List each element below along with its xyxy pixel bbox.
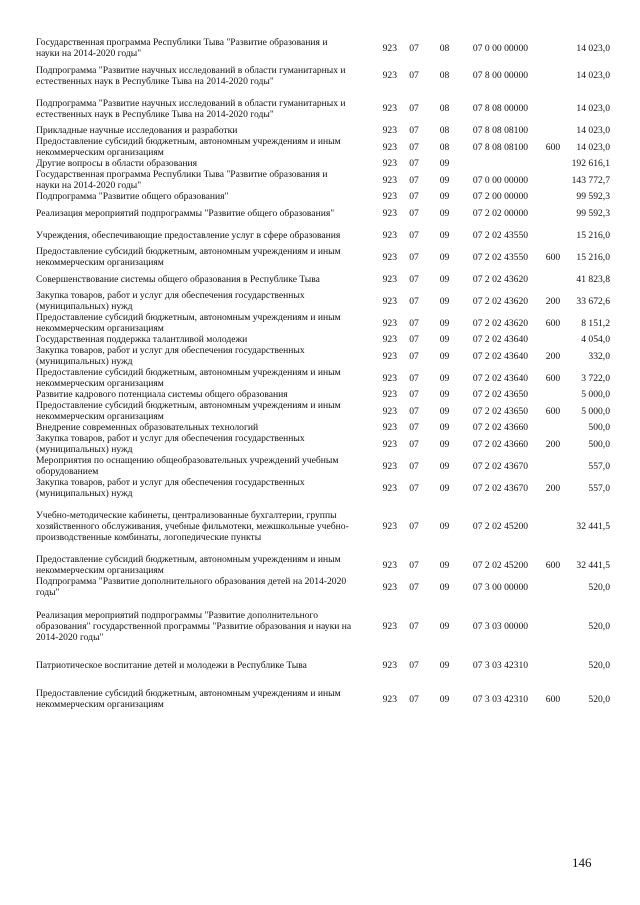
- row-cs-code: 07 2 02 43660: [472, 422, 529, 433]
- row-cs-code: 07 3 03 00000: [472, 621, 529, 632]
- row-vd-code: 923: [382, 141, 397, 153]
- row-vd-code: 923: [382, 317, 397, 329]
- row-vd-code: 923: [382, 334, 397, 345]
- row-vr-code: 600: [545, 559, 561, 571]
- table-row: [36, 246, 610, 268]
- table-row: [36, 654, 610, 676]
- row-rz-code: 07: [409, 42, 419, 54]
- row-sum: 15 216,0: [576, 251, 610, 263]
- row-name: Внедрение современных образовательных технологий: [36, 422, 259, 433]
- row-vr-code: [543, 455, 563, 477]
- row-name: Предоставление субсидий бюджетным, автономным учреждениям и иным некоммерческим организациям: [36, 367, 341, 389]
- row-cs-code: 07 3 03 42310: [472, 659, 529, 671]
- row-name: Мероприятия по оснащению общеобразовательных учреждений учебным оборудованием: [36, 455, 339, 477]
- row-vr-code: [543, 37, 563, 59]
- row-cs-code: 07 2 02 43650: [472, 389, 529, 400]
- row-name: Подпрограмма "Развитие дополнительного образования детей на 2014-2020 годы": [36, 576, 347, 598]
- row-sum: 32 441,5: [576, 521, 610, 532]
- row-name: Закупка товаров, работ и услуг для обеспечения государственных (муниципальных) нужд: [36, 477, 305, 499]
- row-vr-code: [543, 125, 563, 136]
- table-row: [36, 334, 610, 345]
- row-pr-code: 09: [439, 581, 450, 593]
- table-row: [36, 37, 610, 59]
- row-rz-code: 07: [409, 103, 419, 114]
- row-vr-code: 600: [545, 141, 561, 153]
- row-cs-code: 07 2 02 43550: [472, 251, 529, 263]
- table-row: [36, 136, 610, 158]
- row-pr-code: 09: [439, 191, 450, 202]
- row-sum: 557,0: [588, 482, 610, 494]
- table-row: [36, 554, 610, 576]
- row-sum: 14 023,0: [576, 125, 610, 136]
- row-cs-code: 07 2 02 43670: [472, 460, 529, 472]
- row-sum: 8 151,2: [581, 317, 610, 329]
- spacer-cell: [36, 643, 610, 654]
- row-vr-code: [543, 610, 563, 643]
- row-rz-code: 07: [409, 317, 419, 329]
- row-name: Подпрограмма "Развитие общего образования": [36, 191, 229, 202]
- row-rz-code: 07: [409, 372, 419, 384]
- row-name: Предоставление субсидий бюджетным, автономным учреждениям и иным некоммерческим организациям: [36, 400, 341, 422]
- row-name: Государственная программа Республики Тыва "Развитие образования и науки на 2014-2020 годы": [36, 169, 328, 191]
- row-cs-code: 07 2 02 00000: [472, 207, 529, 219]
- row-pr-code: 09: [439, 207, 450, 219]
- row-vd-code: 923: [382, 693, 397, 705]
- row-name: Предоставление субсидий бюджетным, автономным учреждениям и иным некоммерческим организациям: [36, 554, 341, 576]
- row-pr-code: 09: [439, 438, 450, 450]
- table-row: [36, 400, 610, 422]
- row-vr-code: [543, 169, 563, 191]
- row-vr-code: 200: [545, 295, 561, 307]
- row-cs-code: [458, 158, 543, 169]
- row-rz-code: 07: [409, 659, 419, 671]
- row-name: Предоставление субсидий бюджетным, автономным учреждениям и иным некоммерческим организациям: [36, 688, 341, 710]
- row-sum: 520,0: [588, 659, 610, 671]
- row-name: Предоставление субсидий бюджетным, автономным учреждениям и иным некоммерческим организациям: [36, 136, 341, 158]
- row-rz-code: 07: [409, 422, 419, 433]
- table-row: [36, 455, 610, 477]
- row-name: Патриотическое воспитание детей и молодежи в Республике Тыва: [36, 659, 307, 671]
- row-vr-code: 600: [545, 372, 561, 384]
- row-sum: 99 592,3: [576, 191, 610, 202]
- row-sum: 143 772,7: [571, 174, 610, 186]
- row-vd-code: 923: [382, 295, 397, 307]
- row-vd-code: 923: [382, 372, 397, 384]
- row-pr-code: 09: [439, 158, 450, 169]
- row-name: Реализация мероприятий подпрограммы "Развитие общего образования": [36, 207, 335, 219]
- row-name: Подпрограмма "Развитие научных исследований в области гуманитарных и естественных наук в Республике Тыва на 2014-2020 годы": [36, 64, 346, 87]
- row-pr-code: 09: [439, 372, 450, 384]
- row-vd-code: 923: [382, 229, 397, 241]
- row-cs-code: 07 2 02 45200: [472, 559, 529, 571]
- row-cs-code: 07 2 02 43640: [472, 372, 529, 384]
- row-vr-code: 200: [545, 438, 561, 450]
- row-vr-code: 600: [545, 317, 561, 329]
- row-cs-code: 07 8 08 00000: [472, 103, 529, 114]
- row-rz-code: 07: [409, 125, 419, 136]
- row-name: Закупка товаров, работ и услуг для обеспечения государственных (муниципальных) нужд: [36, 290, 305, 312]
- spacer-cell: [36, 676, 610, 688]
- row-vr-code: [543, 389, 563, 400]
- table-row: [36, 59, 610, 92]
- row-vr-code: 600: [545, 251, 561, 263]
- row-vd-code: 923: [382, 42, 397, 54]
- row-rz-code: 07: [409, 581, 419, 593]
- row-cs-code: 07 2 02 43650: [472, 405, 529, 417]
- row-vr-code: [543, 92, 563, 125]
- table-row: [36, 688, 610, 710]
- row-cs-code: 07 2 02 43640: [472, 350, 529, 362]
- row-pr-code: 08: [439, 42, 450, 54]
- row-vd-code: 923: [382, 422, 397, 433]
- row-sum: 5 000,0: [581, 389, 610, 400]
- row-vd-code: 923: [382, 103, 397, 114]
- table-row: [36, 92, 610, 125]
- row-sum: 14 023,0: [576, 141, 610, 153]
- row-vd-code: 923: [382, 158, 397, 169]
- row-cs-code: 07 2 02 45200: [472, 521, 529, 532]
- row-vd-code: 923: [382, 581, 397, 593]
- row-cs-code: 07 2 02 43620: [472, 295, 529, 307]
- row-sum: 520,0: [588, 581, 610, 593]
- table-row: [36, 290, 610, 312]
- row-rz-code: 07: [409, 521, 419, 532]
- page-number: 146: [572, 855, 592, 870]
- row-vd-code: 923: [382, 125, 397, 136]
- row-pr-code: 09: [439, 422, 450, 433]
- row-vr-code: [543, 334, 563, 345]
- row-rz-code: 07: [409, 405, 419, 417]
- table-row: [36, 422, 610, 433]
- row-name: Государственная поддержка талантливой молодежи: [36, 334, 248, 345]
- row-cs-code: 07 2 00 00000: [472, 191, 529, 202]
- row-rz-code: 07: [409, 693, 419, 705]
- row-sum: 520,0: [588, 621, 610, 632]
- row-sum: 14 023,0: [576, 70, 610, 81]
- row-vd-code: 923: [382, 405, 397, 417]
- row-rz-code: 07: [409, 191, 419, 202]
- row-name: Развитие кадрового потенциала системы общего образования: [36, 389, 288, 400]
- row-name: Подпрограмма "Развитие научных исследований в области гуманитарных и естественных наук в Республике Тыва на 2014-2020 годы": [36, 97, 346, 120]
- table-row: [36, 268, 610, 290]
- spacer-cell: [36, 598, 610, 610]
- row-cs-code: 07 0 00 00000: [472, 174, 529, 186]
- row-vd-code: 923: [382, 350, 397, 362]
- table-row: [36, 345, 610, 367]
- row-rz-code: 07: [409, 174, 419, 186]
- row-pr-code: 08: [439, 125, 450, 136]
- row-rz-code: 07: [409, 273, 419, 285]
- row-rz-code: 07: [409, 229, 419, 241]
- row-vr-code: [543, 59, 563, 92]
- row-vr-code: [543, 654, 563, 676]
- row-vd-code: 923: [382, 174, 397, 186]
- row-rz-code: 07: [409, 251, 419, 263]
- table-row: [36, 224, 610, 246]
- row-name: Совершенствование системы общего образования в Республике Тыва: [36, 273, 320, 285]
- row-vd-code: 923: [382, 521, 397, 532]
- row-sum: 500,0: [588, 422, 610, 433]
- row-cs-code: 07 3 00 00000: [472, 581, 529, 593]
- row-vr-code: 600: [545, 693, 561, 705]
- row-name: Предоставление субсидий бюджетным, автономным учреждениям и иным некоммерческим организациям: [36, 246, 341, 268]
- table-row: [36, 477, 610, 499]
- row-sum: 33 672,6: [576, 295, 610, 307]
- row-name: Закупка товаров, работ и услуг для обеспечения государственных (муниципальных) нужд: [36, 433, 305, 455]
- row-name: Государственная программа Республики Тыва "Развитие образования и науки на 2014-2020 годы": [36, 37, 328, 59]
- row-pr-code: 09: [439, 295, 450, 307]
- row-vd-code: 923: [382, 559, 397, 571]
- row-cs-code: 07 2 02 43640: [472, 334, 529, 345]
- row-pr-code: 09: [439, 251, 450, 263]
- row-vd-code: 923: [382, 389, 397, 400]
- row-vd-code: 923: [382, 438, 397, 450]
- table-row: [36, 610, 610, 643]
- row-cs-code: 07 8 08 08100: [472, 125, 529, 136]
- row-vd-code: 923: [382, 207, 397, 219]
- row-sum: 500,0: [588, 438, 610, 450]
- table-row: [36, 389, 610, 400]
- row-pr-code: 08: [439, 103, 450, 114]
- row-rz-code: 07: [409, 70, 419, 81]
- row-sum: 14 023,0: [576, 103, 610, 114]
- row-sum: 3 722,0: [581, 372, 610, 384]
- row-pr-code: 09: [439, 405, 450, 417]
- row-cs-code: 07 2 02 43620: [472, 317, 529, 329]
- row-vd-code: 923: [382, 273, 397, 285]
- table-row: [36, 191, 610, 202]
- table-row: [36, 499, 610, 554]
- row-rz-code: 07: [409, 438, 419, 450]
- row-pr-code: 09: [439, 317, 450, 329]
- row-pr-code: 09: [439, 174, 450, 186]
- row-vr-code: [543, 576, 563, 598]
- table-row: [36, 202, 610, 224]
- row-pr-code: 09: [439, 559, 450, 571]
- row-spacer: [36, 598, 610, 610]
- row-sum: 557,0: [588, 460, 610, 472]
- row-cs-code: 07 2 02 43670: [472, 482, 529, 494]
- row-sum: 4 054,0: [581, 334, 610, 345]
- row-pr-code: 08: [439, 141, 450, 153]
- row-vd-code: 923: [382, 659, 397, 671]
- row-rz-code: 07: [409, 389, 419, 400]
- row-sum: 99 592,3: [576, 207, 610, 219]
- row-vd-code: 923: [382, 251, 397, 263]
- row-vd-code: 923: [382, 70, 397, 81]
- row-vd-code: 923: [382, 482, 397, 494]
- row-sum: 32 441,5: [576, 559, 610, 571]
- row-sum: 520,0: [588, 693, 610, 705]
- row-pr-code: 09: [439, 334, 450, 345]
- row-pr-code: 09: [439, 273, 450, 285]
- table-row: [36, 367, 610, 389]
- row-pr-code: 09: [439, 659, 450, 671]
- row-name: Другие вопросы в области образования: [36, 158, 198, 169]
- row-rz-code: 07: [409, 621, 419, 632]
- row-cs-code: 07 2 02 43660: [472, 438, 529, 450]
- row-vr-code: 200: [545, 482, 561, 494]
- row-rz-code: 07: [409, 295, 419, 307]
- row-spacer: [36, 676, 610, 688]
- row-vr-code: [543, 191, 563, 202]
- row-rz-code: 07: [409, 460, 419, 472]
- row-pr-code: 09: [439, 621, 450, 632]
- row-sum: 332,0: [588, 350, 610, 362]
- row-cs-code: 07 0 00 00000: [472, 42, 529, 54]
- row-vr-code: [543, 158, 563, 169]
- row-sum: 14 023,0: [576, 42, 610, 54]
- row-pr-code: 09: [439, 460, 450, 472]
- row-rz-code: 07: [409, 482, 419, 494]
- row-vd-code: 923: [382, 621, 397, 632]
- row-rz-code: 07: [409, 350, 419, 362]
- row-rz-code: 07: [409, 158, 419, 169]
- row-vr-code: [543, 224, 563, 246]
- row-vr-code: [543, 422, 563, 433]
- row-vr-code: [543, 499, 563, 554]
- row-name: Учреждения, обеспечивающие предоставление услуг в сфере образования: [36, 229, 341, 241]
- budget-table-body: [36, 37, 610, 710]
- row-rz-code: 07: [409, 141, 419, 153]
- row-pr-code: 09: [439, 482, 450, 494]
- row-cs-code: 07 8 08 08100: [472, 141, 529, 153]
- row-spacer: [36, 643, 610, 654]
- row-cs-code: 07 2 02 43620: [472, 273, 529, 285]
- row-rz-code: 07: [409, 334, 419, 345]
- row-vd-code: 923: [382, 191, 397, 202]
- row-name: Предоставление субсидий бюджетным, автономным учреждениям и иным некоммерческим организациям: [36, 312, 341, 334]
- row-rz-code: 07: [409, 207, 419, 219]
- table-row: [36, 125, 610, 136]
- table-row: [36, 312, 610, 334]
- row-pr-code: 09: [439, 350, 450, 362]
- table-row: [36, 433, 610, 455]
- row-cs-code: 07 3 03 42310: [472, 693, 529, 705]
- row-vd-code: 923: [382, 460, 397, 472]
- row-pr-code: 09: [439, 229, 450, 241]
- row-cs-code: 07 2 02 43550: [472, 229, 529, 241]
- row-rz-code: 07: [409, 559, 419, 571]
- row-pr-code: 09: [439, 693, 450, 705]
- row-sum: 5 000,0: [581, 405, 610, 417]
- table-row: [36, 169, 610, 191]
- row-sum: 15 216,0: [576, 229, 610, 241]
- row-sum: 41 823,8: [576, 273, 610, 285]
- row-name: Учебно-методические кабинеты, централизованные бухгалтерии, группы хозяйственного обслуживания, учебные фильмотеки, межшкольные учебно-производственные комбинаты, логопедические пункты: [36, 510, 349, 543]
- row-vr-code: 200: [545, 350, 561, 362]
- row-name: Прикладные научные исследования и разработки: [36, 125, 238, 136]
- row-vr-code: [543, 202, 563, 224]
- row-pr-code: 09: [439, 389, 450, 400]
- row-pr-code: 09: [439, 521, 450, 532]
- row-name: Реализация мероприятий подпрограммы "Развитие дополнительного образования" государственной программы "Развитие образования и науки на 2014-2020 годы": [36, 610, 352, 643]
- row-vr-code: 600: [545, 405, 561, 417]
- row-vr-code: [543, 268, 563, 290]
- table-row: [36, 576, 610, 598]
- row-name: Закупка товаров, работ и услуг для обеспечения государственных (муниципальных) нужд: [36, 345, 305, 367]
- budget-table: [36, 37, 610, 710]
- row-pr-code: 08: [439, 70, 450, 81]
- row-sum: 192 616,1: [571, 158, 610, 169]
- table-row: [36, 158, 610, 169]
- row-cs-code: 07 8 00 00000: [472, 70, 529, 81]
